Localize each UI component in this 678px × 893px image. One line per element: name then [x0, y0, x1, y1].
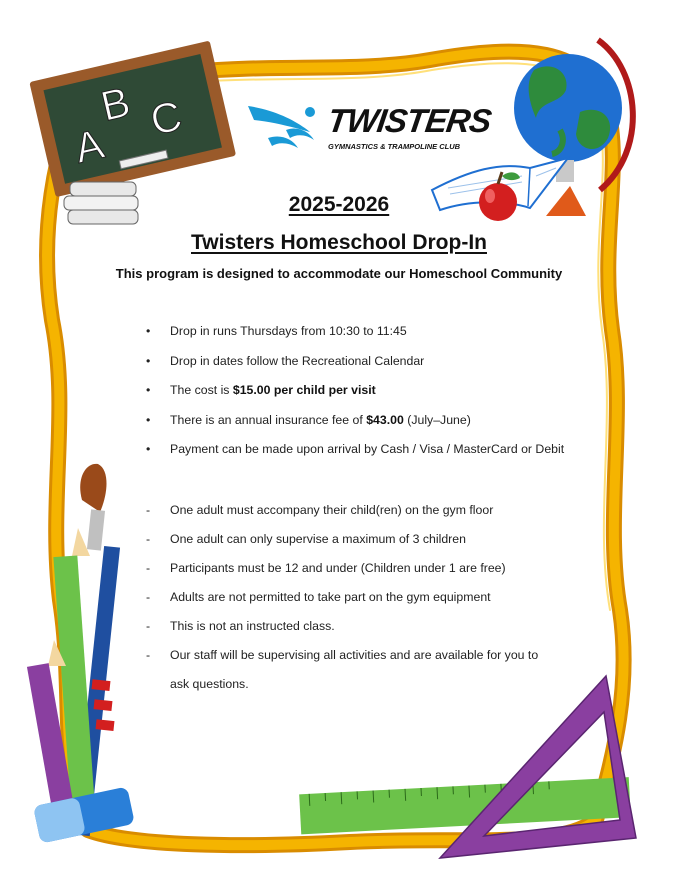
list-item: - One adult can only supervise a maximum of 3 children	[146, 532, 466, 546]
list-item: • Drop in dates follow the Recreational Calendar	[146, 353, 425, 368]
list-item: - Participants must be 12 and under (Children under 1 are free)	[146, 561, 506, 575]
list-item: • There is an annual insurance fee of $43.00 (July–June)	[146, 412, 471, 427]
logo-tagline: GYMNASTICS & TRAMPOLINE CLUB	[328, 142, 461, 151]
page-title: Twisters Homeschool Drop-In	[191, 231, 487, 254]
chalkboard-letter-b: B	[96, 77, 135, 130]
program-rules-list	[146, 503, 586, 699]
chalkboard-letter-a: A	[70, 119, 109, 172]
swoosh-logo-icon	[246, 100, 324, 156]
program-details-list	[146, 324, 586, 472]
list-item: - This is not an instructed class.	[146, 619, 335, 633]
logo-wordmark: TWISTERS	[325, 102, 494, 139]
program-year: 2025-2026	[288, 193, 390, 216]
list-item: - Adults are not permitted to take part on the gym equipment	[146, 590, 491, 604]
twisters-logo	[246, 100, 494, 156]
page-subtitle: This program is designed to accommodate our Homeschool Community	[115, 266, 563, 281]
chalkboard-letter-c: C	[145, 91, 187, 145]
list-item: - Our staff will be supervising all activities and are available for you to ask questions.	[146, 648, 539, 691]
list-item: • The cost is $15.00 per child per visit	[146, 383, 376, 397]
list-item: - One adult must accompany their child(ren) on the gym floor	[146, 503, 494, 517]
list-item: • Payment can be made upon arrival by Cash / Visa / MasterCard or Debit	[146, 442, 565, 456]
list-item: • Drop in runs Thursdays from 10:30 to 11:45	[146, 324, 407, 338]
